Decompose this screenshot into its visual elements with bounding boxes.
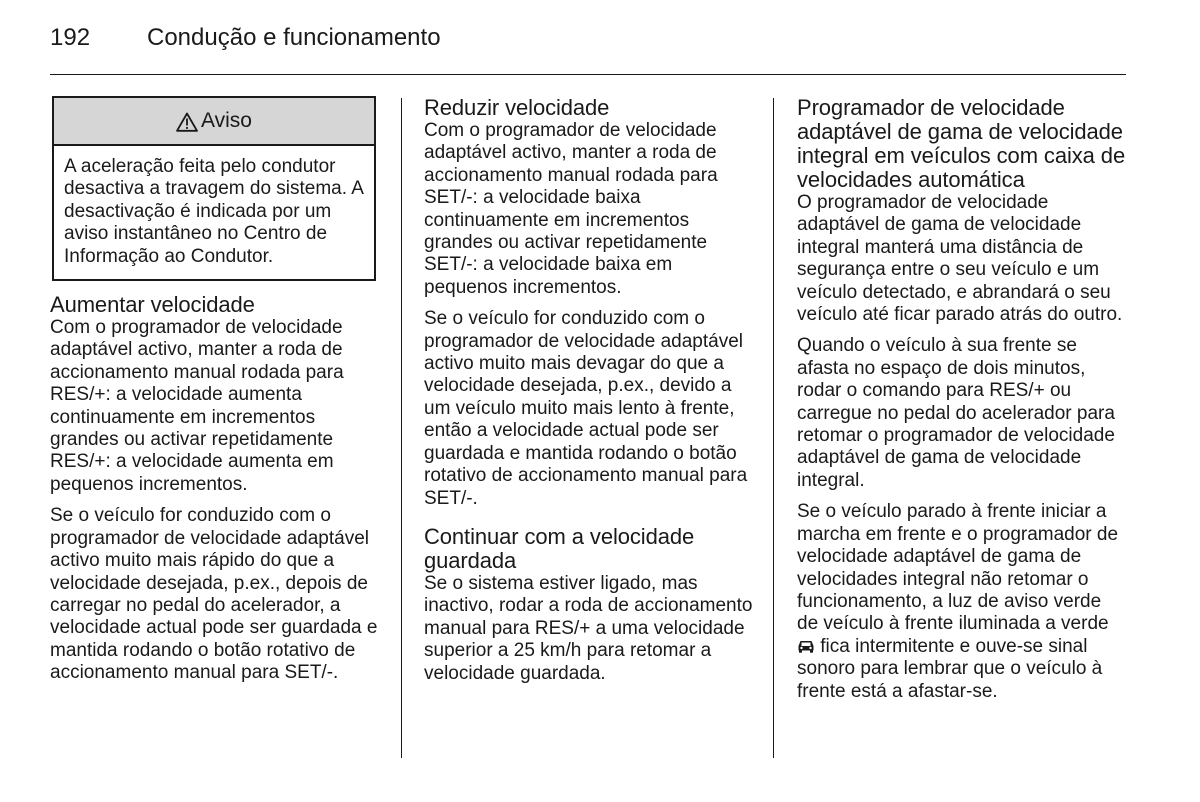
heading-increase-speed: Aumentar velocidade [50, 292, 255, 318]
paragraph: O programador de velocidade adaptável de gama de velocidade integral manterá uma distância de segurança entre o seu veículo e um veículo detectado, e abrandará o seu veículo até ficar parado atrás do outro. [797, 192, 1123, 326]
header-rule [50, 74, 1126, 75]
paragraph: Com o programador de velocidade adaptável activo, manter a roda de accionamento manual rodada para SET/-: a velocidade baixa continuamente em incrementos grandes ou activar repetidamente SET/-: a velocidade baixa em pequenos incrementos. [424, 120, 718, 298]
heading-resume-speed: Continuar com a velocidade guardada [424, 523, 695, 573]
column-3 [797, 96, 1127, 712]
paragraph-text: Se o veículo parado à frente iniciar a marcha em frente e o programador de velocidade adaptável de gama de velocidades integral não retomar o funcionamento, a luz de aviso verde de veículo à frente iluminada a verde [797, 501, 1119, 635]
paragraph: Se o sistema estiver ligado, mas inactivo, rodar a roda de accionamento manual para RES/+ a uma velocidade superior a 25 km/h para retomar a velocidade guardada. [424, 572, 753, 684]
warning-text: A aceleração feita pelo condutor desactiva a travagem do sistema. A desactivação é indicada por um aviso instantâneo no Centro de Informação ao Condutor. [64, 156, 363, 267]
paragraph: Quando o veículo à sua frente se afasta no espaço de dois minutos, rodar o comando para RES/+ ou carregue no pedal do acelerador para retomar o programador de velocidade adaptável de gama de velocidade integral. [797, 335, 1115, 491]
column-divider-1 [401, 98, 402, 758]
warning-title: Aviso [201, 108, 252, 132]
column-divider-2 [773, 98, 774, 758]
column-1 [50, 96, 380, 694]
heading-full-range-acc: Programador de velocidade adaptável de gama de velocidade integral em veículos com caixa de velocidades automática [797, 95, 1126, 192]
vehicle-ahead-icon [797, 637, 815, 651]
page-number: 192 [50, 24, 91, 51]
paragraph: Se o veículo for conduzido com o programador de velocidade adaptável activo muito mais rápido do que a velocidade desejada, p.ex., depois de carregar no pedal do acelerador, a velocidade actual pode ser guardada e mantida rodando o botão rotativo de accionamento manual para SET/-. [50, 505, 378, 684]
page-title: Condução e funcionamento [147, 24, 441, 51]
paragraph: Se o veículo for conduzido com o programador de velocidade adaptável activo muito mais devagar do que a velocidade desejada, p.ex., devido a um veículo muito mais lento à frente, então a velocidade actual pode ser guardada e mantida rodando o botão rotativo de accionamento manual para SET/-. [424, 308, 748, 509]
column-2 [424, 96, 754, 694]
warning-box [52, 96, 376, 281]
warning-triangle-icon [176, 112, 198, 132]
warning-header [54, 98, 374, 146]
paragraph-with-icon [797, 501, 1127, 703]
paragraph-text: fica intermitente e ouve-se sinal sonoro para lembrar que o veículo à frente está a afastar-se. [797, 635, 1103, 702]
paragraph: Com o programador de velocidade adaptável activo, manter a roda de accionamento manual rodada para RES/+: a velocidade aumenta continuamente em incrementos grandes ou activar repetidamente RES/+: a velocidade aumenta em pequenos incrementos. [50, 317, 344, 495]
heading-reduce-speed: Reduzir velocidade [424, 95, 610, 120]
